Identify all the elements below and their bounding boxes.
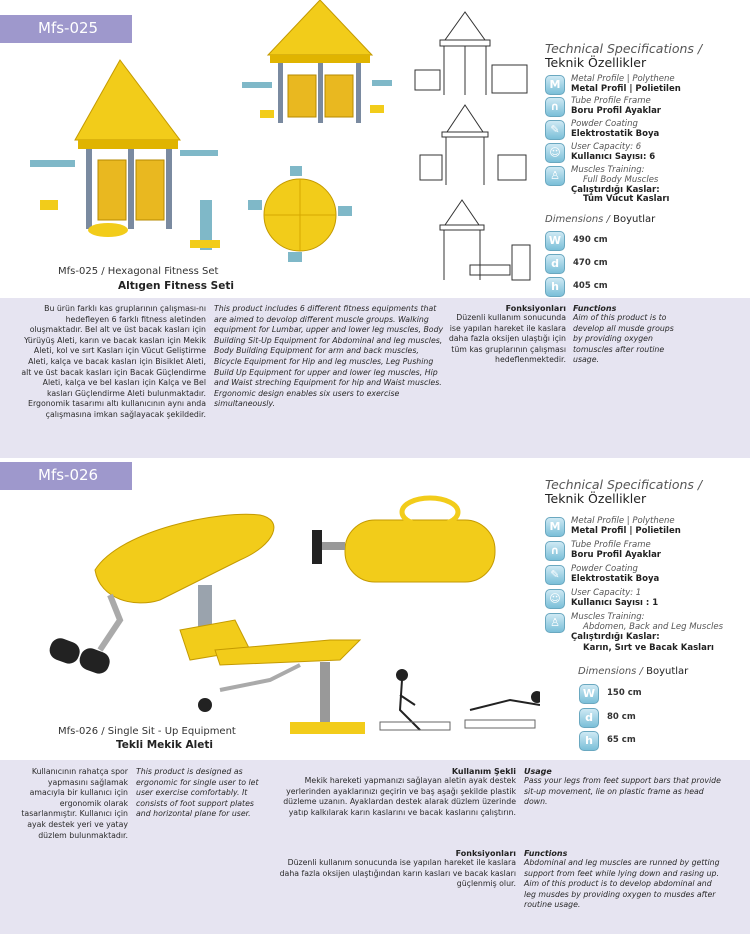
dimension-value: 150 cm [607,688,642,698]
functions-en [524,849,724,911]
functions-tr-text: Düzenli kullanım sonucunda ise yapılan hareket ile kaslara daha fazla oksijen ulaştığından karın kasları ve bacak kasları güçlenmiş olur. [279,858,516,889]
spec-row [545,564,745,586]
product-caption-tr: Tekli Mekik Aleti [116,739,213,751]
functions-tr-title: Fonksiyonları [505,304,566,313]
product-tag: Mfs-026 [0,462,132,490]
spec-label-en: Abdomen, Back and Leg Muscles [583,622,724,632]
functions-en-title: Functions [573,304,617,313]
spec-row [545,119,745,141]
dimension-value: 470 cm [573,258,608,268]
spec-label-tr: Elektrostatik Boya [571,129,660,139]
usage-tr-title: Kullanım Şekli [451,767,516,776]
height-icon: h [579,731,599,751]
spec-row [545,96,745,118]
spec-label-tr: Elektrostatik Boya [571,574,660,584]
spec-label-en: Metal Profile | Polythene [571,74,675,84]
functions-en-title: Functions [524,849,568,858]
hexagonal-fitness-set-image [20,0,400,280]
spec-label-tr: Çalıştırdığı Kaslar: [571,632,660,642]
spec-label-tr: Karın, Sırt ve Bacak Kasları [583,643,714,653]
dimensions-title [545,214,655,225]
product-caption-tr: Altıgen Fitness Seti [118,280,234,292]
spec-label-en: Powder Coating [571,119,638,129]
dimension-row [579,683,699,705]
gazebo-back [242,0,392,123]
usage-en [524,767,724,808]
product-caption-en: Mfs-025 / Hexagonal Fitness Set [58,266,219,277]
dimension-row [545,276,665,298]
spec-label-tr: Metal Profil | Polietilen [571,84,681,94]
spec-label-tr: Boru Profil Ayaklar [571,550,662,560]
spec-label-tr: Tüm Vücut Kasları [583,194,670,204]
metal-profile-icon: M [545,75,565,95]
spec-label-en: Muscles Training: [571,612,645,622]
dimensions-title-en: Dimensions / [545,214,610,225]
width-icon: W [545,231,565,251]
usage-tr-text: Mekik hareketi yapmanızı sağlayan aletin ayak destek yerlerinden ayaklarınızı geçirin ve baş aşağı şekilde plastik düzleme uzanın. Ayaklardan destek alarak düzlem üzerinde yatıp kalkılarak karın kaslarını ve bacak kaslarını çalıştırın. [283,776,516,817]
usage-en-title: Usage [524,767,552,776]
spec-row [545,74,745,96]
spec-label-en: Tube Profile Frame [571,540,651,550]
functions-tr [448,304,566,366]
description-tr: Bu ürün farklı kas gruplarının çalışması-nı hedefleyen 6 farklı fitness aletinden oluşmaktadır. Bel alt ve üst bacak kasları için Yürüyüş Aleti, karın ve bacak kasları için Mekik Aleti, kol ve sırt Kasları için Vücut Geliştirme Aleti, kalça ve bacak kasları için Bisiklet Aleti, alt ve üst bacak kasları için Bacak Güçlendirme Aleti, kalça ve bel kasları için Kalça ve Bel kasları Güçlendirme Aleti bulunmaktadır. Ergonomik tasarımı altı kullanıcının aynı anda çalışmasına imkan sağlayacak şekildedir. [21,304,206,419]
spec-label-en: User Capacity: 6 [571,142,642,152]
spec-label-en: User Capacity: 1 [571,588,642,598]
spec-row [545,612,745,656]
muscles-icon: ♙ [545,613,565,633]
spec-label-tr: Kullanıcı Sayısı: 6 [571,152,656,162]
tube-profile-icon: ∩ [545,97,565,117]
dimension-row [579,730,699,752]
usage-tr [276,767,516,818]
sit-up-bench-side-view [198,640,365,734]
powder-coating-icon: ✎ [545,120,565,140]
hexagonal-set-line-drawings [410,10,540,295]
sit-up-bench-top-view [312,498,495,582]
description-en: This product is designed as ergonomic for single user to let user exercise comfortably. It consists of foot support plates and horizontal plane for user. [136,767,259,819]
spec-title-en: Technical Specifications / [545,477,703,492]
gazebo-front [30,60,220,250]
spec-title-en: Technical Specifications / [545,41,703,56]
tube-profile-icon: ∩ [545,541,565,561]
dimensions-title-tr: Boyutlar [613,214,656,225]
dimension-row [545,230,665,252]
spec-label-tr: Kullanıcı Sayısı : 1 [571,598,659,608]
dimension-row [579,707,699,729]
dimension-value: 65 cm [607,735,636,745]
sit-up-equipment-image [40,490,540,755]
spec-label-en: Tube Profile Frame [571,96,651,106]
muscles-icon: ♙ [545,166,565,186]
dimension-row [545,253,665,275]
functions-en-text: Abdominal and leg muscles are runned by getting support from feet while lying down and rasing up. Aim of this product is to develop abdominal and leg musdes by providing oxygen to musdes after routine usage. [524,858,720,910]
spec-title-tr: Teknik Özellikler [545,490,647,506]
powder-coating-icon: ✎ [545,565,565,585]
dimension-value: 80 cm [607,712,636,722]
dimensions-title [578,666,688,677]
dimension-value: 490 cm [573,235,608,245]
functions-tr [276,849,516,890]
usage-en-text: Pass your legs from feet support bars that provide sit-up movement, lie on plastic frame as head down. [524,776,721,807]
product-tag: Mfs-025 [0,15,132,43]
functions-tr-title: Fonksiyonları [455,849,516,858]
description-en: This product includes 6 different fitness equipments that are aimed to devolop different muscle groups. Walking equipment for Lumbar, upper and lower leg muscles, Body Building Sit-Up Equipment for Abdominal and leg muscles, Body Building Equipment for arm and back muscles, Bicycle Equipment for Hip and leg muscles, Leg Pushing Build Up Equipment for upper and lower leg muscles, Hip and Waist streching Equipment for hip and Waist muscles. Ergonomic design enables six users to exercise simultaneously. [214,304,444,409]
width-icon: W [579,684,599,704]
tech-specs-panel [545,42,745,297]
spec-label-tr: Metal Profil | Polietilen [571,526,681,536]
spec-label-tr: Boru Profil Ayaklar [571,106,662,116]
dimension-value: 405 cm [573,281,608,291]
spec-label-en: Full Body Muscles [583,175,659,185]
metal-profile-icon: M [545,517,565,537]
description-tr: Kullanıcının rahatça spor yapmasını sağlamak amacıyla bir kullanıcı için ergonomik olarak tasarlanmıştır. Kullanıcı için ayak destek yeri ve yatay düzlem bulunmaktadır. [21,767,128,840]
spec-label-en: Powder Coating [571,564,638,574]
functions-en [573,304,685,366]
spec-row [545,588,745,610]
height-icon: h [545,277,565,297]
tech-specs-panel [545,478,745,748]
spec-label-en: Muscles Training: [571,165,645,175]
spec-row [545,516,745,538]
depth-icon: d [545,254,565,274]
depth-icon: d [579,708,599,728]
spec-label-en: Metal Profile | Polythene [571,516,675,526]
user-capacity-icon: ☺ [545,143,565,163]
dimensions-title-en: Dimensions / [578,666,643,677]
dimensions-title-tr: Boyutlar [646,666,689,677]
gazebo-top-view [248,166,352,262]
product-caption-en: Mfs-026 / Single Sit - Up Equipment [58,726,236,737]
spec-row [545,165,745,205]
functions-tr-text: Düzenli kullanım sonucunda ise yapılan hareket ile kaslara daha fazla oksijen ulaştığı için tüm kas gruplarının çalışması hedeflenmektedir. [448,313,566,365]
spec-row [545,142,745,164]
spec-label-tr: Çalıştırdığı Kaslar: [571,185,660,195]
functions-en-text: Aim of this product is to develop all musde groups by providing oxygen tomuscles after routine usage. [573,313,674,365]
spec-row [545,540,745,562]
user-capacity-icon: ☺ [545,589,565,609]
sit-up-user-drawings [380,670,540,730]
spec-title-tr: Teknik Özellikler [545,54,647,70]
